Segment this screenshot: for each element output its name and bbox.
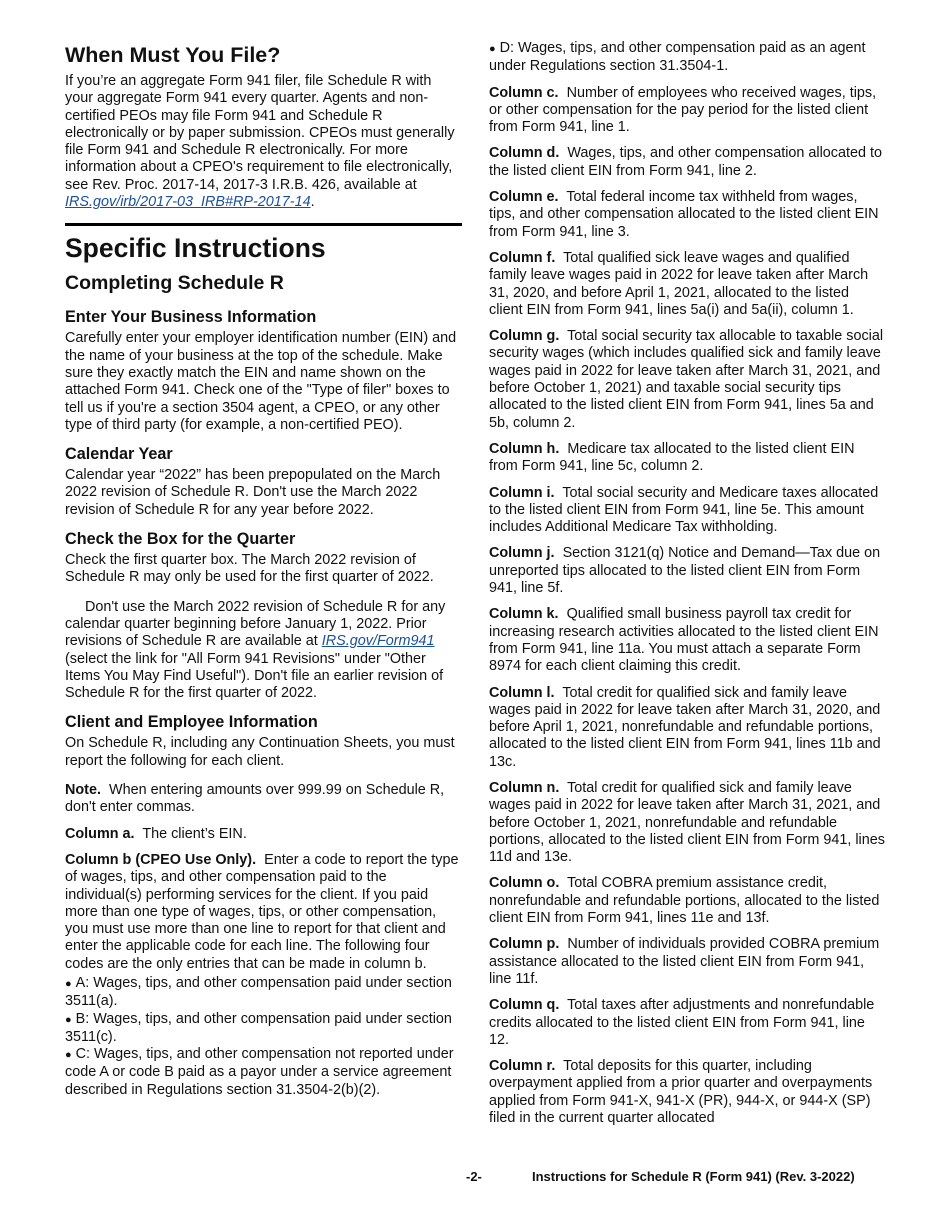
column-k-label: Column k. xyxy=(489,606,559,623)
column-l-text: Total credit for qualified sick and family leave wages paid in 2022 for leave taken after March 31, 2020, and before April 1, 2021, nonrefundable and refundable portions, allocated to the listed client EIN from Form 941, lines 11b and 13c. xyxy=(489,684,881,770)
column-h-text: Medicare tax allocated to the listed client EIN from Form 941, line 5c, column 2. xyxy=(489,440,855,475)
column-l-label: Column l. xyxy=(489,684,555,701)
column-a-text: The client’s EIN. xyxy=(142,825,247,842)
quarter-revision-paragraph xyxy=(65,599,462,703)
column-r-text: Total deposits for this quarter, including overpayment applied from a prior quarter and overpayments applied from Form 941-X, 941-X (PR), 944-X, or 944-X (SP) filed in the current quarter allocated xyxy=(489,1058,873,1127)
column-k-text: Qualified small business payroll tax credit for increasing research activities allocated to the listed client EIN from Form 941, line 11a. You must attach a separate Form 8974 for each client claiming this credit. xyxy=(489,606,879,675)
code-b-text: B: Wages, tips, and other compensation paid under section 3511(c). xyxy=(65,1010,452,1045)
column-d-text: Wages, tips, and other compensation allocated to the listed client EIN from Form 941, line 2. xyxy=(489,145,883,179)
calendar-year-heading: Calendar Year xyxy=(65,445,173,464)
column-e-text: Total federal income tax withheld from wages, tips, and other compensation allocated to the listed client EIN from Form 941, line 3. xyxy=(489,189,879,240)
column-e-label: Column e. xyxy=(489,189,559,206)
completing-schedule-r-heading: Completing Schedule R xyxy=(65,272,284,295)
column-g-paragraph xyxy=(489,328,885,432)
code-d-text: D: Wages, tips, and other compensation paid as an agent under Regulations section 31.3504-1. xyxy=(489,40,866,75)
column-h-paragraph xyxy=(489,441,885,476)
column-c-label: Column c. xyxy=(489,84,559,101)
column-n-text: Total credit for qualified sick and family leave wages paid in 2022 for leave taken after March 31, 2021, and before October 1, 2021, nonrefundable and refundable portions, allocated to the listed client EIN from Form 941, lines 11d and 13e. xyxy=(489,779,885,866)
when-must-you-file-paragraph xyxy=(65,73,462,211)
when-text: If you’re an aggregate Form 941 filer, file Schedule R with your aggregate Form 941 every quarter. Agents and non-certified PEOs may file Form 941 and Schedule R electronically or by paper submission. CPEOs must generally file Form 941 and Schedule R electronically. For more information about a CPEO's requirement to file electronically, see Rev. Proc. 2017-14, 2017-3 I.R.B. 426, available at xyxy=(65,73,455,193)
column-c-text: Number of employees who received wages, tips, or other compensation for the pay period for the listed client from Form 941, line 1. xyxy=(489,84,877,136)
quarter-revision-text: Don't use the March 2022 revision of Schedule R for any calendar quarter beginning before January 1, 2022. Prior revisions of Schedule R are available at xyxy=(65,598,446,650)
quarter-paragraph: Check the first quarter box. The March 2022 revision of Schedule R may only be used for the first quarter of 2022. xyxy=(65,552,434,586)
column-b-label: Column b (CPEO Use Only). xyxy=(65,851,257,868)
column-g-label: Column g. xyxy=(489,328,560,345)
note-paragraph xyxy=(65,782,462,817)
column-r-label: Column r. xyxy=(489,1058,556,1075)
column-e-paragraph xyxy=(489,189,885,241)
bullet-icon: ● xyxy=(65,1013,72,1026)
column-q-paragraph xyxy=(489,997,885,1049)
column-g-text: Total social security tax allocable to taxable social security wages (which includes qualified sick and family leave wages paid in 2022 for leave taken after March 31, 2021, and before October 1, 2021) and taxable social security tips allocated to the listed client EIN from Form 941, lines 5a and 5b, column 2. xyxy=(489,328,884,431)
column-p-paragraph xyxy=(489,936,885,988)
column-f-label: Column f. xyxy=(489,249,556,266)
column-o-label: Column o. xyxy=(489,875,560,892)
code-a-text: A: Wages, tips, and other compensation paid under section 3511(a). xyxy=(65,974,452,1010)
column-d-paragraph xyxy=(489,145,885,180)
quarter-heading: Check the Box for the Quarter xyxy=(65,530,296,549)
column-n-label: Column n. xyxy=(489,779,560,796)
bullet-icon: ● xyxy=(489,43,496,55)
code-b-bullet xyxy=(65,1011,462,1047)
column-q-text: Total taxes after adjustments and nonrefundable credits allocated to the listed client EIN from Form 941, line 12. xyxy=(489,997,875,1048)
column-f-text: Total qualified sick leave wages and qualified family leave wages paid in 2022 for leave taken after March 31, 2020, and before April 1, 2021, allocated to the listed client EIN from Form 941, lines 5a(i) and 5a(ii), column 1. xyxy=(489,249,869,318)
column-n-paragraph xyxy=(489,780,885,866)
column-p-label: Column p. xyxy=(489,936,560,953)
column-l-paragraph xyxy=(489,685,885,771)
column-o-paragraph xyxy=(489,875,885,927)
column-d-label: Column d. xyxy=(489,145,560,162)
column-k-paragraph xyxy=(489,606,885,675)
column-f-paragraph xyxy=(489,250,885,319)
bullet-icon: ● xyxy=(65,977,72,990)
when-must-you-file-heading: When Must You File? xyxy=(65,43,281,67)
note-text: When entering amounts over 999.99 on Schedule R, don't enter commas. xyxy=(65,782,445,816)
business-info-heading: Enter Your Business Information xyxy=(65,308,317,327)
left-column xyxy=(65,40,462,1099)
column-i-label: Column i. xyxy=(489,484,555,501)
column-j-label: Column j. xyxy=(489,545,555,562)
footer-title: Instructions for Schedule R (Form 941) (Rev. 3-2022) xyxy=(532,1169,855,1184)
column-h-label: Column h. xyxy=(489,440,560,457)
client-employee-paragraph: On Schedule R, including any Continuation Sheets, you must report the following for each client. xyxy=(65,735,455,769)
right-column xyxy=(489,40,885,1136)
column-c-paragraph xyxy=(489,85,885,137)
note-label: Note. xyxy=(65,782,101,799)
page-number: -2- xyxy=(466,1169,482,1184)
code-a-bullet xyxy=(65,975,462,1011)
form941-link[interactable]: IRS.gov/Form941 xyxy=(321,633,435,650)
code-c-text: C: Wages, tips, and other compensation not reported under code A or code B paid as a payor under a service agreement described in Regulations section 31.3504-2(b)(2). xyxy=(65,1046,454,1098)
column-a-label: Column a. xyxy=(65,825,135,842)
code-d-bullet xyxy=(489,40,885,76)
section-divider xyxy=(65,223,462,226)
specific-instructions-heading: Specific Instructions xyxy=(65,233,326,264)
when-text-end: . xyxy=(310,194,315,211)
column-p-text: Number of individuals provided COBRA premium assistance allocated to the listed client EIN from Form 941, line 11f. xyxy=(489,936,880,987)
irb-link[interactable]: IRS.gov/irb/2017-03_IRB#RP-2017-14 xyxy=(65,194,311,211)
code-c-bullet xyxy=(65,1046,462,1099)
column-a-paragraph xyxy=(65,826,462,843)
client-employee-heading: Client and Employee Information xyxy=(65,713,318,732)
calendar-year-paragraph: Calendar year “2022” has been prepopulated on the March 2022 revision of Schedule R. Don't use the March 2022 revision of Schedule R for any year before 2022. xyxy=(65,467,441,518)
column-b-paragraph xyxy=(65,852,462,973)
column-b-text: Enter a code to report the type of wages, tips, and other compensation paid to the individual(s) performing services for the client. If you paid more than one type of wages, tips, or other compensation, you must use more than one line to report for that client and enter the applicable code for each line. The following four codes are the only entries that can be made in column b. xyxy=(65,851,459,972)
column-j-paragraph xyxy=(489,545,885,597)
column-q-label: Column q. xyxy=(489,997,560,1014)
column-r-paragraph xyxy=(489,1058,885,1127)
business-info-paragraph: Carefully enter your employer identification number (EIN) and the name of your business at the top of the schedule. Make sure they exactly match the EIN and name shown on the attached Form 941. Check one of the "Type of filer" boxes to tell us if you're a section 3504 agent, a CPEO, or any other type of third party (for example, a non-certified PEO). xyxy=(65,330,457,433)
quarter-revision-text-end: (select the link for "All Form 941 Revisions" under "Other Items You May Find Useful"). Don't file an earlier revision of Schedule R for the first quarter of 2022. xyxy=(65,650,444,702)
column-j-text: Section 3121(q) Notice and Demand—Tax due on unreported tips allocated to the listed client EIN from Form 941, line 5f. xyxy=(489,545,881,597)
bullet-icon: ● xyxy=(65,1049,72,1062)
column-i-text: Total social security and Medicare taxes allocated to the listed client EIN from Form 941, line 5e. This amount includes Additional Medicare Tax withholding. xyxy=(489,484,879,536)
column-o-text: Total COBRA premium assistance credit, nonrefundable and refundable portions, allocated to the listed client EIN from Form 941, lines 11e and 13f. xyxy=(489,875,880,927)
column-i-paragraph xyxy=(489,485,885,537)
